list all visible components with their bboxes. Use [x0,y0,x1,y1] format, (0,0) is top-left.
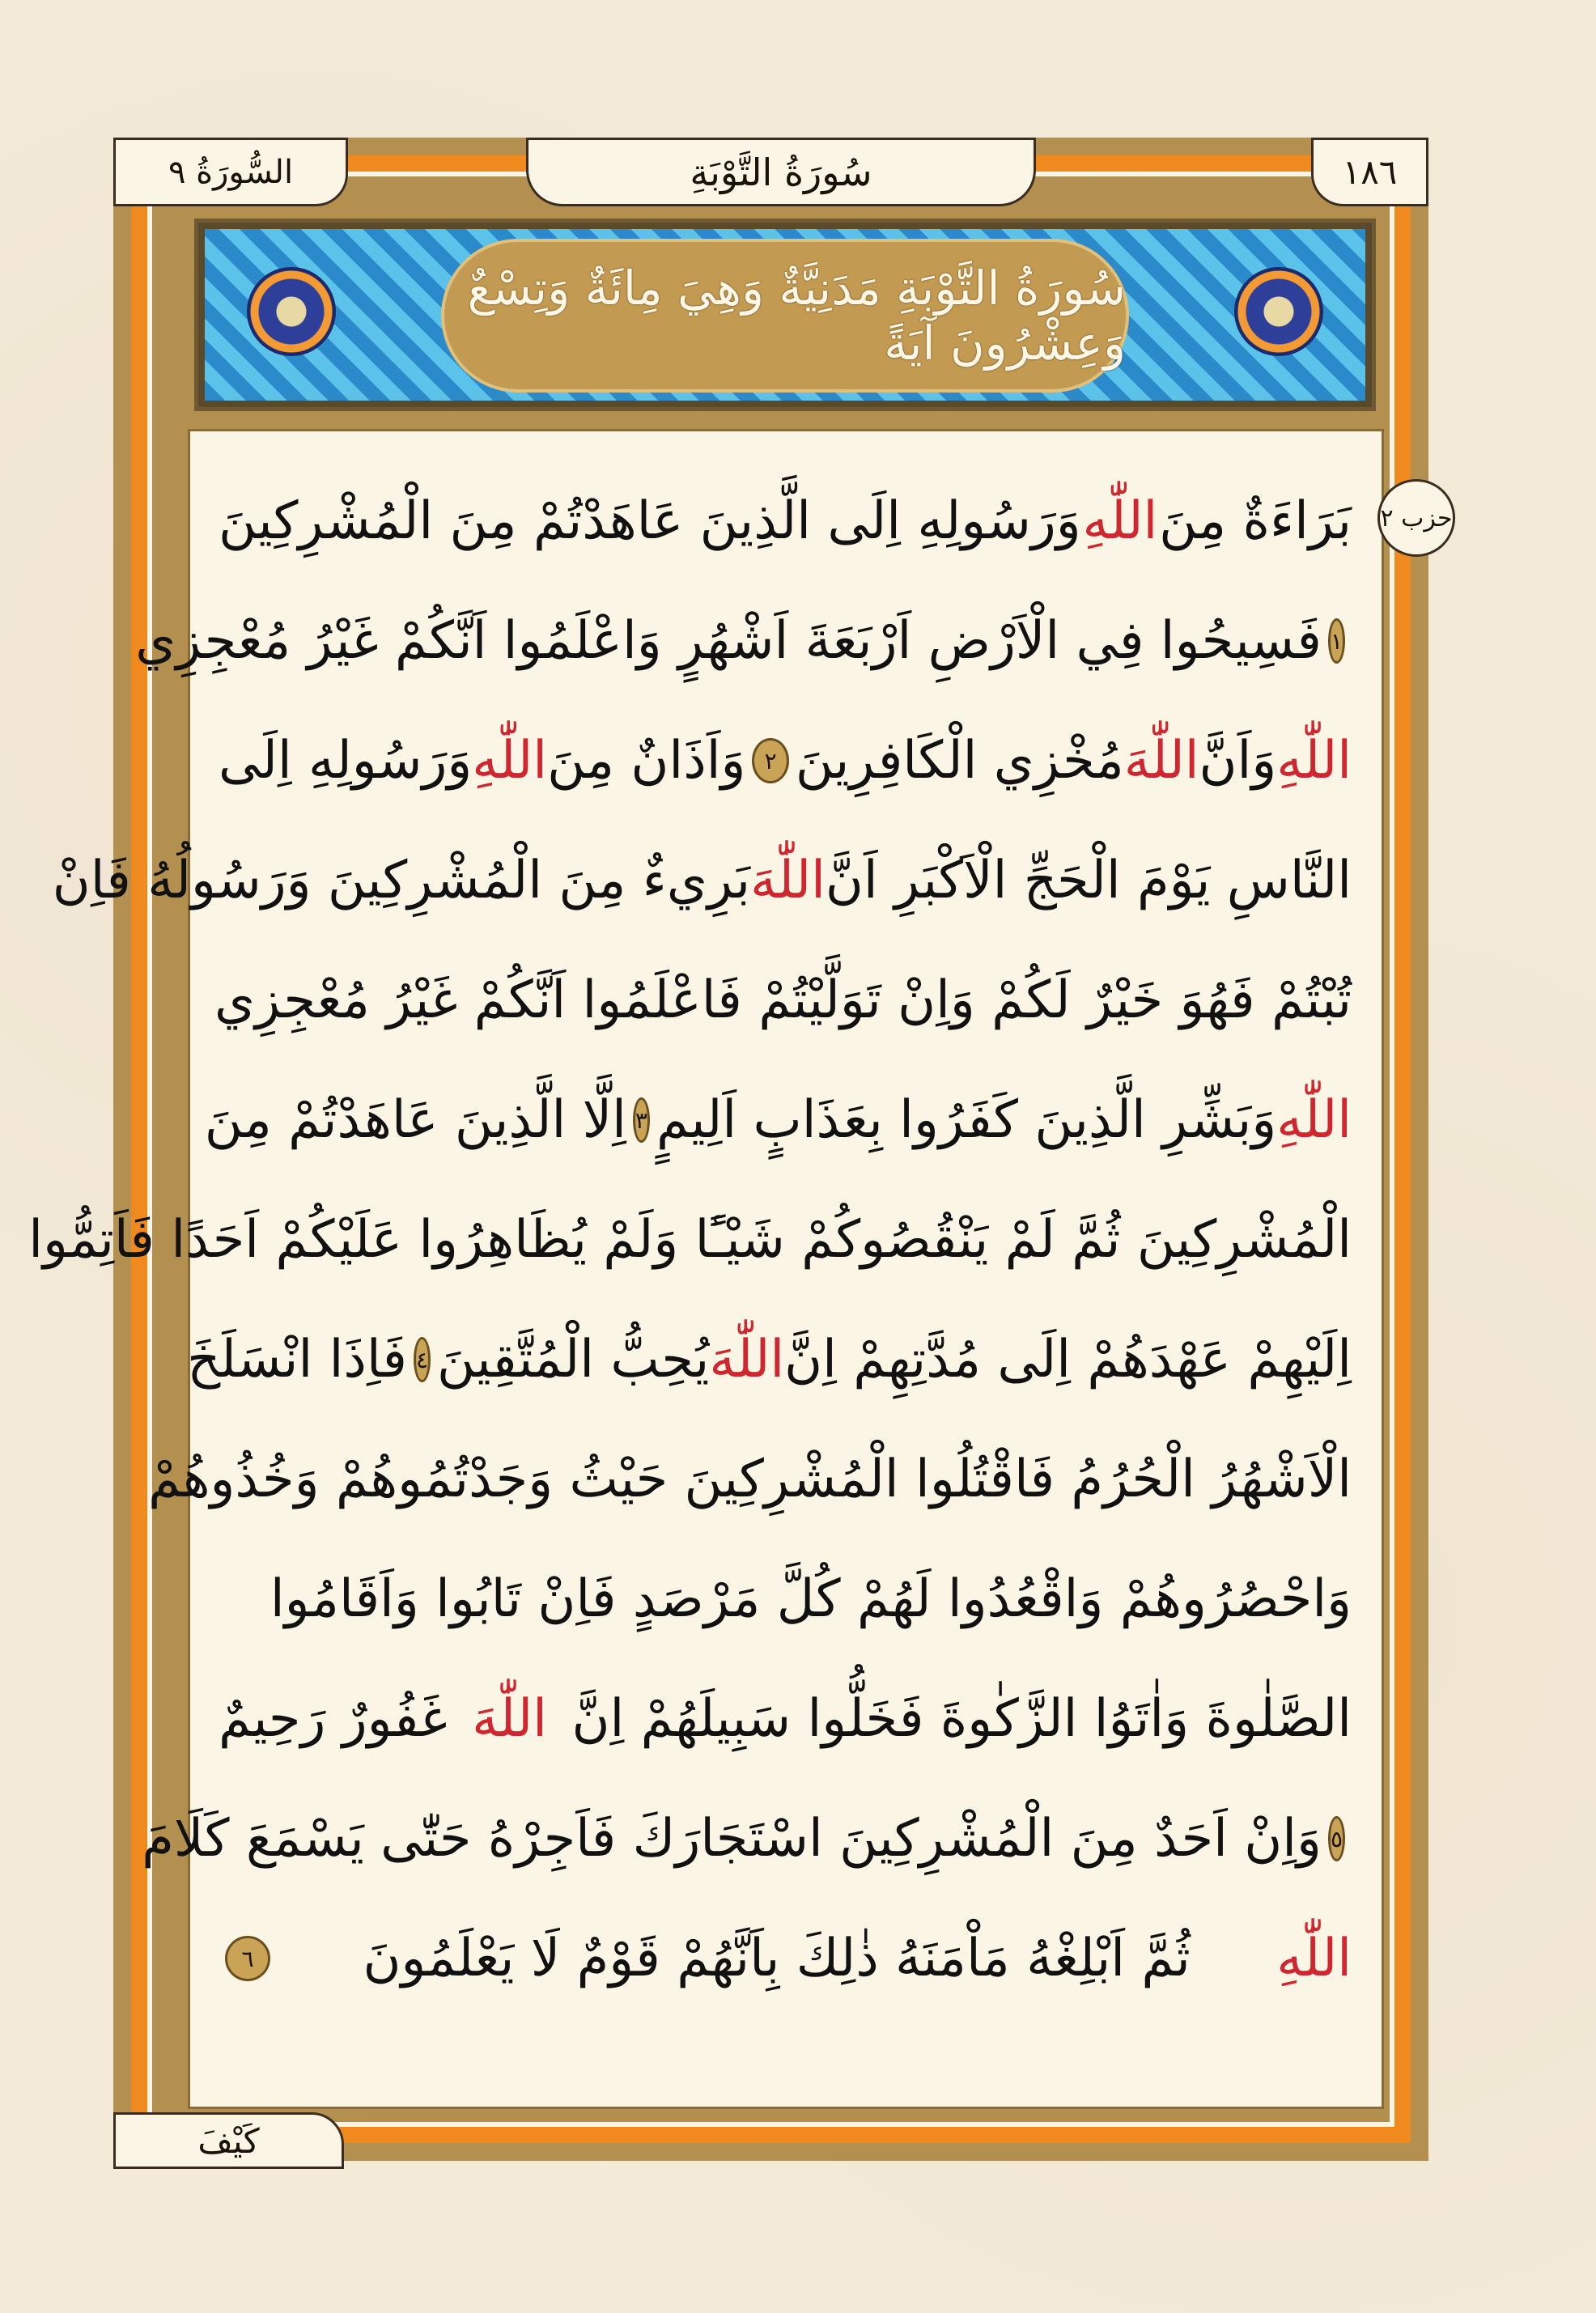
surah-title: سُورَةُ التَّوْبَةِ [690,150,872,194]
verse-text: فَسِيحُوا فِي الْاَرْضِ اَرْبَعَةَ اَشْهُرٍ وَاعْلَمُوا اَنَّكُمْ غَيْرُ مُعْجِزِي [135,611,1322,671]
verse-end-marker: ٣ [633,1097,650,1143]
hizb-label: حزب ٢ [1380,503,1453,533]
verse-text: بَرَاءَةٌ مِنَ [1159,491,1352,551]
verse-line [28,1180,1352,1300]
verse-text: مُخْزِي الْكَافِرِينَ [795,731,1124,791]
verse-text: وَاَذَانٌ مِنَ [547,731,746,791]
verse-text: غَفُورٌ رَحِيمٌ [219,1689,448,1749]
verse-line [135,581,1352,701]
verse-text: وَاَنَّ [1199,731,1277,791]
verse-line [148,1420,1352,1539]
verse-end-marker: ٦ [225,1936,270,1981]
verse-lines [28,461,1352,2018]
surah-label: السُّورَةُ ٩ [168,153,294,191]
verse-line [219,461,1352,581]
divine-name: اللّٰهِ [1276,1929,1352,1988]
surah-number-tab [113,138,348,206]
verse-text: الْاَشْهُرُ الْحُرُمُ فَاقْتُلُوا الْمُشْرِكِينَ حَيْثُ وَجَدْتُمُوهُمْ وَخُذُوهُمْ [148,1449,1352,1509]
right-medallion-icon [1234,267,1323,356]
divine-name: اللّٰهِ [1276,1090,1352,1150]
verse-text: تُبْتُمْ فَهُوَ خَيْرٌ لَكُمْ وَاِنْ تَوَلَّيْتُمْ فَاعْلَمُوا اَنَّكُمْ غَيْرُ مُعْجِزِي [214,970,1352,1030]
page-number: ١٨٦ [1342,152,1398,192]
verse-line [204,1060,1352,1180]
verse-text: ثُمَّ اَبْلِغْهُ مَاْمَنَهُ ذٰلِكَ بِاَنَّهُمْ قَوْمٌ لَا يَعْلَمُونَ [363,1929,1191,1988]
catchword-tab [113,2112,344,2169]
left-medallion-icon [247,267,336,356]
verse-end-marker: ٤ [414,1337,431,1382]
banner-cartouche [441,239,1129,393]
surah-banner [194,219,1376,411]
verse-text: الصَّلٰوةَ وَاٰتَوُا الزَّكٰوةَ فَخَلُّوا سَبِيلَهُمْ اِنَّ [571,1689,1352,1749]
divine-name: اللّٰهَ [472,1689,547,1749]
divine-name: اللّٰهَ [709,1330,785,1390]
verse-line [142,1779,1352,1899]
verse-line [219,1539,1352,1659]
divine-name: اللّٰهَ [1123,731,1199,791]
surah-title-tab [526,138,1036,206]
divine-name: اللّٰهِ [472,731,548,791]
verse-line [187,1300,1352,1420]
catchword: كَيْفَ [197,2120,260,2161]
verse-text: وَاِنْ اَحَدٌ مِنَ الْمُشْرِكِينَ اسْتَجَارَكَ فَاَجِرْهُ حَتّٰى يَسْمَعَ كَلَامَ [142,1809,1322,1869]
verse-text: وَرَسُولِهِ اِلَى [219,731,473,791]
verse-line [219,1659,1352,1779]
verse-end-marker: ٥ [1328,1816,1345,1861]
verse-text: فَاِذَا انْسَلَخَ [187,1330,407,1390]
banner-text: سُورَةُ التَّوْبَةِ مَدَنِيَّةٌ وَهِيَ مِائَةٌ وَتِسْعٌ وَعِشْرُونَ آيَةً [467,261,1126,371]
verse-line [219,701,1352,821]
verse-text: الْمُشْرِكِينَ ثُمَّ لَمْ يَنْقُصُوكُمْ شَيْـًٔا وَلَمْ يُظَاهِرُوا عَلَيْكُمْ اَحَدًا فَاَتِمُّوا [28,1210,1352,1270]
verse-text: اِلَيْهِمْ عَهْدَهُمْ اِلَى مُدَّتِهِمْ اِنَّ [784,1330,1352,1390]
verse-text: اِلَّا الَّذِينَ عَاهَدْتُمْ مِنَ [204,1090,626,1150]
page-number-tab [1311,138,1428,206]
verse-text: وَرَسُولِهِ اِلَى الَّذِينَ عَاهَدْتُمْ مِنَ الْمُشْرِكِينَ [219,491,1081,551]
divine-name: اللّٰهِ [1276,731,1352,791]
verse-line [52,821,1352,940]
verse-end-marker: ١ [1328,618,1345,664]
verse-text: بَرِيءٌ مِنَ الْمُشْرِكِينَ وَرَسُولُهُ فَاِنْ [52,851,751,910]
divine-name: اللّٰهِ [1082,491,1158,551]
divine-name: اللّٰهَ [750,851,826,910]
hizb-marker-icon [1377,479,1455,557]
verse-text: وَاحْصُرُوهُمْ وَاقْعُدُوا لَهُمْ كُلَّ مَرْصَدٍ فَاِنْ تَابُوا وَاَقَامُوا [270,1569,1352,1629]
verse-end-marker: ٢ [752,738,788,783]
verse-text: وَبَشِّرِ الَّذِينَ كَفَرُوا بِعَذَابٍ اَلِيمٍ [656,1090,1277,1150]
verse-text: النَّاسِ يَوْمَ الْحَجِّ الْاَكْبَرِ اَنَّ [825,851,1352,910]
verse-line [219,1899,1352,2018]
verse-text: يُحِبُّ الْمُتَّقِينَ [437,1330,710,1390]
verse-line [214,940,1352,1060]
